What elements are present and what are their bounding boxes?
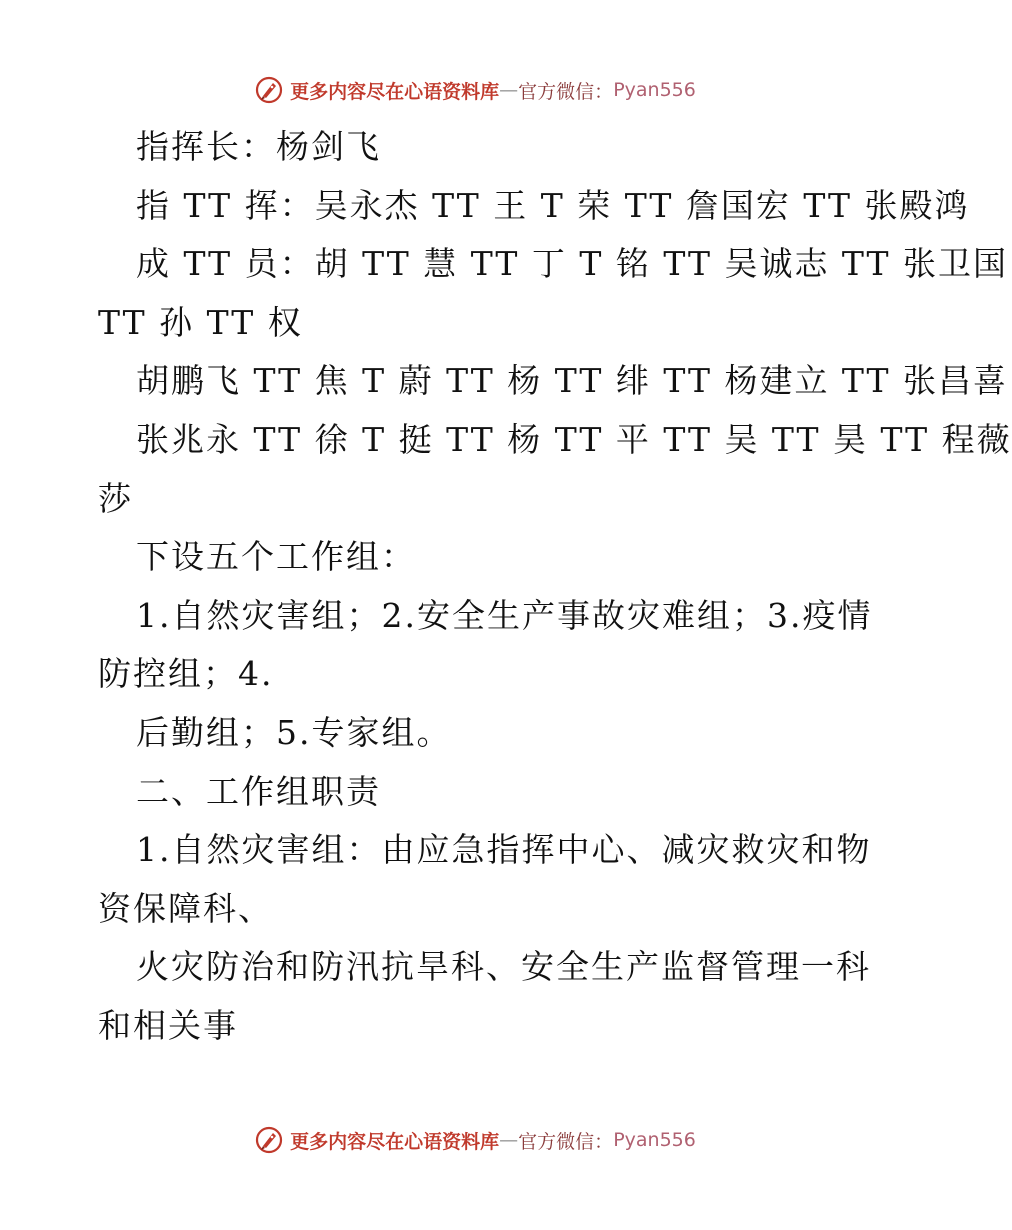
- text-line-groups-intro: 下设五个工作组：: [136, 537, 416, 577]
- text-line-members-2: 胡鹏飞 TT 焦 T 蔚 TT 杨 TT 绯 TT 杨建立 TT 张昌喜: [136, 361, 1009, 401]
- pen-nib-logo-icon: [254, 75, 284, 105]
- text-line-commander: 指挥长：杨剑飞: [136, 127, 381, 166]
- footer-watermark: [0, 1120, 950, 1160]
- watermark-wechat-label: 官方微信：: [518, 80, 614, 103]
- text-line-members: 成 TT 员：胡 TT 慧 TT 丁 T 铭 TT 吴诚志 TT 张卫国: [136, 244, 1009, 284]
- text-line-members-cont: TT 孙 TT 权: [98, 302, 303, 342]
- text-line-members-3: 张兆永 TT 徐 T 挺 TT 杨 TT 平 TT 吴 TT 昊 TT 程薇: [136, 419, 1012, 459]
- header-watermark: [0, 70, 950, 110]
- text-line-disaster-group: 1.自然灾害组：由应急指挥中心、减灾救灾和物: [136, 830, 872, 870]
- text-line-disaster-group-cont: 资保障科、: [98, 888, 273, 928]
- text-line-deputy-commanders: 指 TT 挥：吴永杰 TT 王 T 荣 TT 詹国宏 TT 张殿鸿: [136, 185, 970, 225]
- watermark-separator: —: [499, 1129, 519, 1151]
- text-line-fire-prevention: 火灾防治和防汛抗旱科、安全生产监督管理一科: [136, 947, 871, 987]
- document-body: [98, 118, 1012, 1056]
- watermark-wechat-label: 官方微信：: [518, 1130, 614, 1153]
- text-line-groups-list-cont: 防控组；4.: [98, 654, 274, 694]
- watermark-wechat-id: Pyan556: [613, 79, 696, 101]
- watermark-wechat-id: Pyan556: [613, 1129, 696, 1151]
- text-line-groups-list-end: 后勤组；5.专家组。: [136, 712, 452, 752]
- text-line-fire-prevention-cont: 和相关事: [98, 1005, 238, 1045]
- text-line-members-3-cont: 莎: [98, 478, 133, 518]
- watermark-main-text: 更多内容尽在心语资料库: [290, 80, 500, 103]
- section-heading-duties: 二、工作组职责: [136, 771, 381, 811]
- text-line-groups-list: 1.自然灾害组；2.安全生产事故灾难组；3.疫情: [136, 595, 873, 635]
- watermark-main-text: 更多内容尽在心语资料库: [290, 1130, 500, 1153]
- watermark-separator: —: [499, 79, 519, 101]
- pen-nib-logo-icon: [254, 1125, 284, 1155]
